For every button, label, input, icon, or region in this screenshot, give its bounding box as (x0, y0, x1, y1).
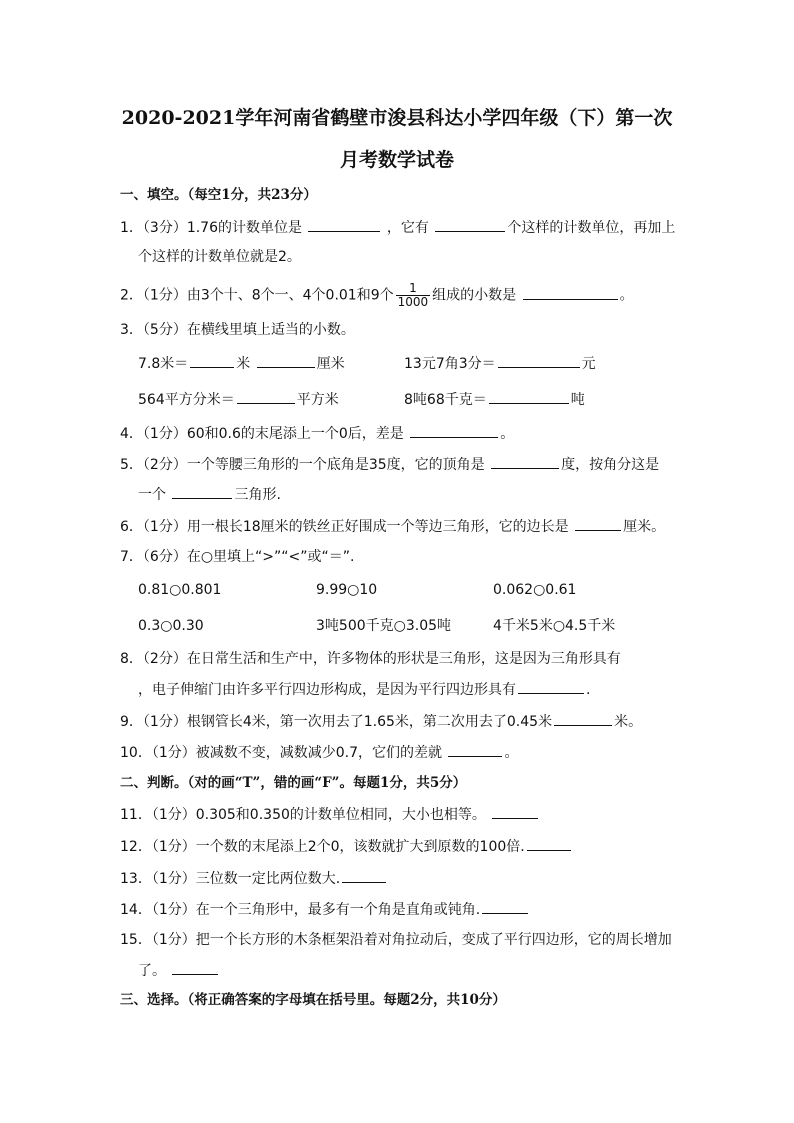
question-2-text-c: 。 (619, 287, 634, 304)
question-5 (120, 454, 659, 475)
fraction-numerator: 1 (396, 282, 431, 296)
question-9 (120, 711, 642, 732)
compare-item[interactable]: 3吨500千克○3.05吨 (316, 618, 452, 634)
question-3-text: 7.8米＝ (138, 356, 189, 372)
page-title-line1: 2020-2021学年河南省鹤壁市浚县科达小学四年级（下）第一次 (121, 107, 673, 129)
compare-item[interactable]: 0.062○0.61 (493, 582, 577, 598)
question-5-text: 三角形. (234, 487, 281, 503)
answer-blank[interactable] (575, 516, 621, 531)
question-3-text: 13元7角3分＝ (404, 356, 496, 372)
question-4-text: 4．（1分）60和0.6的末尾添上一个0后，差是 (120, 426, 404, 442)
question-6-text: 厘米。 (623, 519, 666, 535)
compare-item[interactable]: 9.99○10 (316, 582, 378, 598)
question-3-text: 元 (581, 356, 596, 372)
question-1-text-b: ，它有 (386, 220, 429, 236)
question-6-text: 6．（1分）用一根长18厘米的铁丝正好围成一个等边三角形，它的边长是 (120, 519, 569, 535)
question-2-text-a: 2．（1分）由3个十、8个一、4个0.01和9个 (120, 287, 394, 304)
question-10-text: 10．（1分）被减数不变，减数减少0.7，它们的差就 (120, 745, 442, 761)
question-1-text-a: 1．（3分）1.76的计数单位是 (120, 220, 302, 236)
fraction-denominator: 1000 (397, 295, 429, 309)
question-5-text: 一个 (138, 487, 166, 503)
question-12-text: 12．（1分）一个数的末尾添上2个0，该数就扩大到原数的100倍. (120, 839, 525, 855)
section-heading-judge: 二、判断。（对的画“T”，错的画“F”。每题1分，共5分） (120, 775, 467, 791)
answer-blank[interactable] (554, 711, 612, 726)
question-13-text: 13．（1分）三位数一定比两位数大. (120, 871, 341, 887)
section-heading-choice: 三、选择。（将正确答案的字母填在括号里。每题2分，共10分） (120, 992, 506, 1008)
answer-blank[interactable] (527, 836, 571, 851)
question-3-text: 吨 (570, 392, 585, 408)
question-10 (120, 742, 518, 763)
compare-item[interactable]: 0.3○0.30 (138, 618, 204, 634)
question-3-text: 米 (236, 356, 251, 372)
compare-item[interactable]: 4千米5米○4.5千米 (493, 618, 616, 634)
question-4 (120, 423, 514, 444)
question-14-text: 14．（1分）在一个三角形中，最多有一个角是直角或钝角. (120, 902, 481, 918)
question-14 (120, 899, 530, 920)
question-5-text: 度，按角分这是 (561, 457, 660, 473)
answer-blank[interactable] (237, 389, 295, 404)
answer-blank[interactable] (498, 353, 580, 368)
fraction (396, 282, 431, 309)
question-3-text: 8吨68千克＝ (404, 392, 487, 408)
page-title-line2: 月考数学试卷 (339, 149, 454, 171)
question-5-cont (138, 484, 281, 505)
question-15-text: 了。 (138, 963, 166, 979)
question-13 (120, 868, 388, 889)
question-15: 15．（1分）把一个长方形的木条框架沿着对角拉动后，变成了平行四边形，它的周长增加 (120, 932, 672, 948)
question-1-text-c: 个这样的计数单位，再加上 (507, 220, 676, 236)
question-3-item (138, 353, 345, 374)
question-15-cont (138, 960, 220, 981)
question-1-cont: 个这样的计数单位就是2。 (138, 249, 301, 265)
question-2 (120, 282, 634, 309)
question-11 (120, 804, 540, 825)
answer-blank[interactable] (172, 484, 232, 499)
question-12 (120, 836, 573, 857)
question-3-text: 564平方分米＝ (138, 392, 235, 408)
question-8: 8．（2分）在日常生活和生产中，许多物体的形状是三角形，这是因为三角形具有 (120, 651, 621, 667)
question-10-text: 。 (504, 745, 519, 761)
answer-blank[interactable] (523, 285, 618, 300)
question-3-text: 平方米 (296, 392, 339, 408)
answer-blank[interactable] (435, 217, 505, 232)
answer-blank[interactable] (410, 423, 498, 438)
answer-blank[interactable] (492, 804, 538, 819)
question-9-text: 9．（1分）根钢管长4米，第一次用去了1.65米，第二次用去了0.45米 (120, 714, 553, 730)
compare-item[interactable]: 0.81○0.801 (138, 582, 222, 598)
answer-blank[interactable] (489, 389, 569, 404)
question-8-text: ，电子伸缩门由许多平行四边形构成，是因为平行四边形具有 (138, 682, 516, 698)
question-3-text: 厘米 (316, 356, 345, 372)
answer-blank[interactable] (448, 742, 502, 757)
question-3-item (404, 389, 585, 410)
question-11-text: 11．（1分）0.305和0.350的计数单位相同，大小也相等。 (120, 807, 486, 823)
answer-blank[interactable] (190, 353, 234, 368)
question-8-text: . (586, 682, 591, 698)
question-8-cont (138, 679, 590, 700)
answer-blank[interactable] (518, 679, 584, 694)
question-6 (120, 516, 665, 537)
question-3-item (404, 353, 596, 374)
answer-blank[interactable] (491, 454, 559, 469)
answer-blank[interactable] (482, 899, 528, 914)
question-1 (120, 217, 675, 238)
answer-blank[interactable] (308, 217, 380, 232)
question-9-text: 米。 (614, 714, 643, 730)
answer-blank[interactable] (257, 353, 315, 368)
question-2-text-b: 组成的小数是 (432, 287, 517, 304)
question-4-text: 。 (500, 426, 515, 442)
answer-blank[interactable] (172, 960, 218, 975)
answer-blank[interactable] (342, 868, 386, 883)
question-5-text: 5．（2分）一个等腰三角形的一个底角是35度，它的顶角是 (120, 457, 485, 473)
question-3: 3．（5分）在横线里填上适当的小数。 (120, 322, 355, 338)
section-heading-fill: 一、填空。（每空1分，共23分） (120, 187, 317, 203)
question-7: 7．（6分）在○里填上“>”“<”或“＝”. (120, 549, 355, 565)
question-3-item (138, 389, 339, 410)
